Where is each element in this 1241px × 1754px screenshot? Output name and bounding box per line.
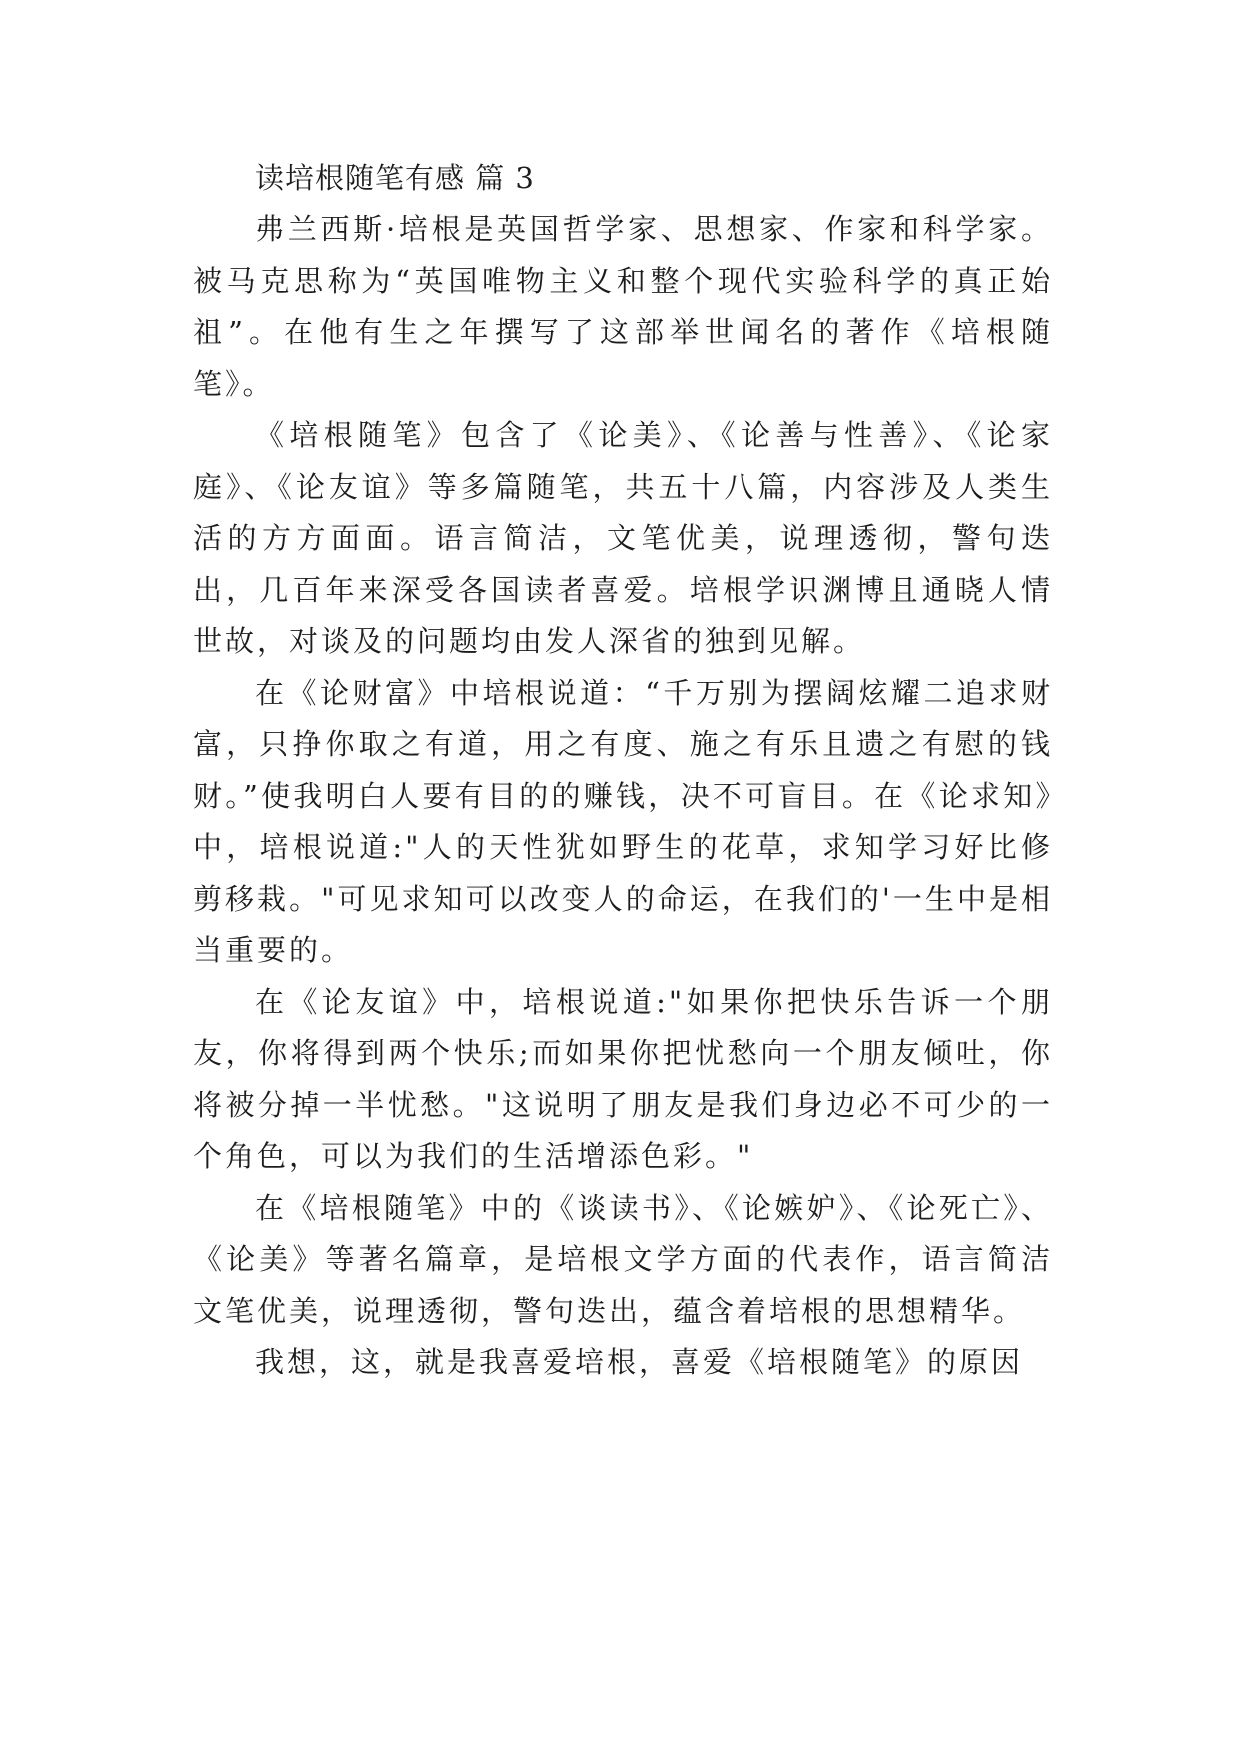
- paragraph-contents: 《培根随笔》包含了《论美》、《论善与性善》、《论家庭》、《论友谊》等多篇随笔，共五十八篇，内容涉及人类生活的方方面面。语言简洁，文笔优美，说理透彻，警句迭出，几百年来深受各国读者喜爱。培根学识渊博且通晓人情世故，对谈及的问题均由发人深省的独到见解。: [193, 418, 1053, 658]
- paragraph-friendship: 在《论友谊》中，培根说道:"如果你把快乐告诉一个朋友，你将得到两个快乐;而如果你把忧愁向一个朋友倾吐，你将被分掉一半忧愁。"这说明了朋友是我们身边必不可少的一个角色，可以为我们的生活增添色彩。": [193, 984, 1053, 1173]
- paragraph-intro: 弗兰西斯·培根是英国哲学家、思想家、作家和科学家。被马克思称为“英国唯物主义和整个现代实验科学的真正始祖”。在他有生之年撰写了这部举世闻名的著作《培根随笔》。: [193, 212, 1053, 401]
- article-body: [193, 152, 1053, 1389]
- article-title: 读培根随笔有感 篇 3: [255, 161, 535, 195]
- paragraph-wealth-knowledge: 在《论财富》中培根说道：“千万别为摆阔炫耀二追求财富，只挣你取之有道，用之有度、施之有乐且遗之有慰的钱财。”使我明白人要有目的的赚钱，决不可盲目。在《论求知》中，培根说道:"人的天性犹如野生的花草，求知学习好比修剪移栽。"可见求知可以改变人的命运，在我们的'一生中是相当重要的。: [193, 675, 1053, 967]
- paragraph-famous-essays: 在《培根随笔》中的《谈读书》、《论嫉妒》、《论死亡》、《论美》等著名篇章，是培根文学方面的代表作，语言简洁文笔优美，说理透彻，警句迭出，蕴含着培根的思想精华。: [193, 1190, 1053, 1328]
- paragraph-conclusion: 我想，这，就是我喜爱培根，喜爱《培根随笔》的原因: [255, 1345, 1024, 1379]
